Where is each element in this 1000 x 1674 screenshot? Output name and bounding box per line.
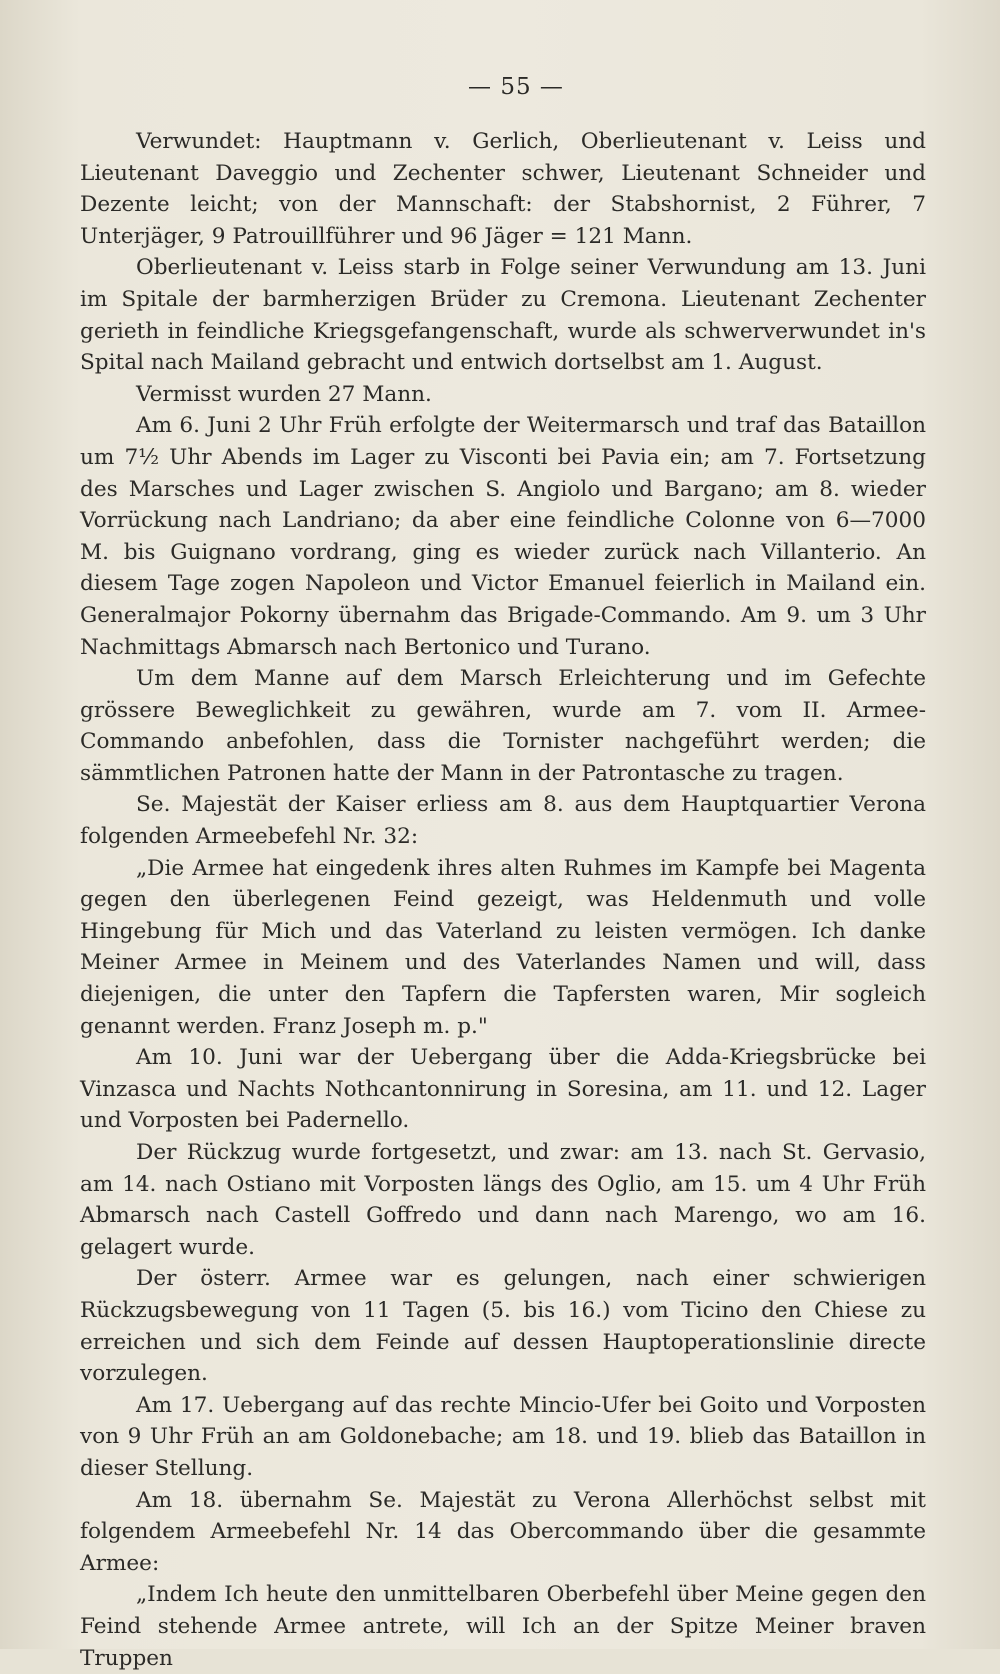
paragraph-tornister-order: Um dem Manne auf dem Marsch Erleichterung und im Gefechte grössere Beweglichkeit zu gewähren, wurde am 7. vom II. Armee-Commando anbefohlen, dass die Tornister nachgeführt werden; die sämmtlichen Patronen hatte der Mann in der Patrontasche zu tragen. xyxy=(80,666,926,786)
body-text xyxy=(80,126,926,1674)
paragraph-armeebefehl-32: „Die Armee hat eingedenk ihres alten Ruhmes im Kampfe bei Magenta gegen den überlegenen Feind gezeigt, was Heldenmuth und volle Hingebung für Mich und das Vaterland zu leisten vermögen. Ich danke Meiner Armee in Meinem und des Vaterlandes Namen und will, dass diejenigen, die unter den Tapfern die Tapfersten waren, Mir sogleich genannt werden. Franz Joseph m. p." xyxy=(80,855,926,1039)
paragraph-retreat: Der Rückzug wurde fortgesetzt, und zwar: am 13. nach St. Gervasio, am 14. nach Ostiano mit Vorposten längs des Oglio, am 15. um 4 Uhr Früh Abmarsch nach Castell Goffredo und dann nach Marengo, wo am 16. gelagert wurde. xyxy=(80,1140,926,1260)
paragraph-june-6-march: Am 6. Juni 2 Uhr Früh erfolgte der Weitermarsch und traf das Bataillon um 7½ Uhr Abends im Lager zu Visconti bei Pavia ein; am 7. Fortsetzung des Marsches und Lager zwischen S. Angiolo und Bargano; am 8. wieder Vorrückung nach Landriano; da aber eine feindliche Colonne von 6—7000 M. bis Guignano vordrang, ging es wieder zurück nach Villanterio. An diesem Tage zogen Napoleon und Victor Emanuel feierlich in Mailand ein. Generalmajor Pokorny übernahm das Brigade-Commando. Am 9. um 3 Uhr Nachmittags Abmarsch nach Bertonico und Turano. xyxy=(80,413,926,660)
paragraph-missing: Vermisst wurden 27 Mann. xyxy=(136,381,432,407)
paragraph-leiss-death: Oberlieutenant v. Leiss starb in Folge seiner Verwundung am 13. Juni im Spitale der barmherzigen Brüder zu Cremona. Lieutenant Zechenter gerieth in feindliche Kriegsgefangenschaft, wurde als schwerverwundet in's Spital nach Mailand gebracht und entwich dortselbst am 1. August. xyxy=(80,255,926,376)
paragraph-wounded-list: Verwundet: Hauptmann v. Gerlich, Oberlieutenant v. Leiss und Lieutenant Daveggio und Zechenter schwer, Lieutenant Schneider und Dezente leicht; von der Mannschaft: der Stabshornist, 2 Führer, 7 Unterjäger, 9 Patrouillführer und 96 Jäger = 121 Mann. xyxy=(80,129,926,249)
paragraph-emperor-order-intro: Se. Majestät der Kaiser erliess am 8. aus dem Hauptquartier Verona folgenden Armeebefehl Nr. 32: xyxy=(80,792,926,850)
paragraph-june-17: Am 17. Uebergang auf das rechte Mincio-Ufer bei Goito und Vorposten von 9 Uhr Früh an am Goldonebache; am 18. und 19. blieb das Bataillon in dieser Stellung. xyxy=(80,1392,926,1481)
paragraph-austrian-army: Der österr. Armee war es gelungen, nach einer schwierigen Rückzugsbewegung von 11 Tagen (5. bis 16.) vom Ticino den Chiese zu erreichen und sich dem Feinde auf dessen Hauptoperationslinie directe vorzulegen. xyxy=(80,1266,926,1387)
page-number: — 55 — xyxy=(468,74,564,100)
paragraph-june-10: Am 10. Juni war der Uebergang über die Adda-Kriegsbrücke bei Vinzasca und Nachts Nothcantonnirung in Soresina, am 11. und 12. Lager und Vorposten bei Padernello. xyxy=(80,1045,926,1134)
paragraph-armeebefehl-14: „Indem Ich heute den unmittelbaren Oberbefehl über Meine gegen den Feind stehende Armee antrete, will Ich an der Spitze Meiner braven Truppen xyxy=(80,1582,926,1671)
paragraph-june-18-command: Am 18. übernahm Se. Majestät zu Verona Allerhöchst selbst mit folgendem Armeebefehl Nr. 14 das Obercommando über die gesammte Armee: xyxy=(80,1487,926,1576)
